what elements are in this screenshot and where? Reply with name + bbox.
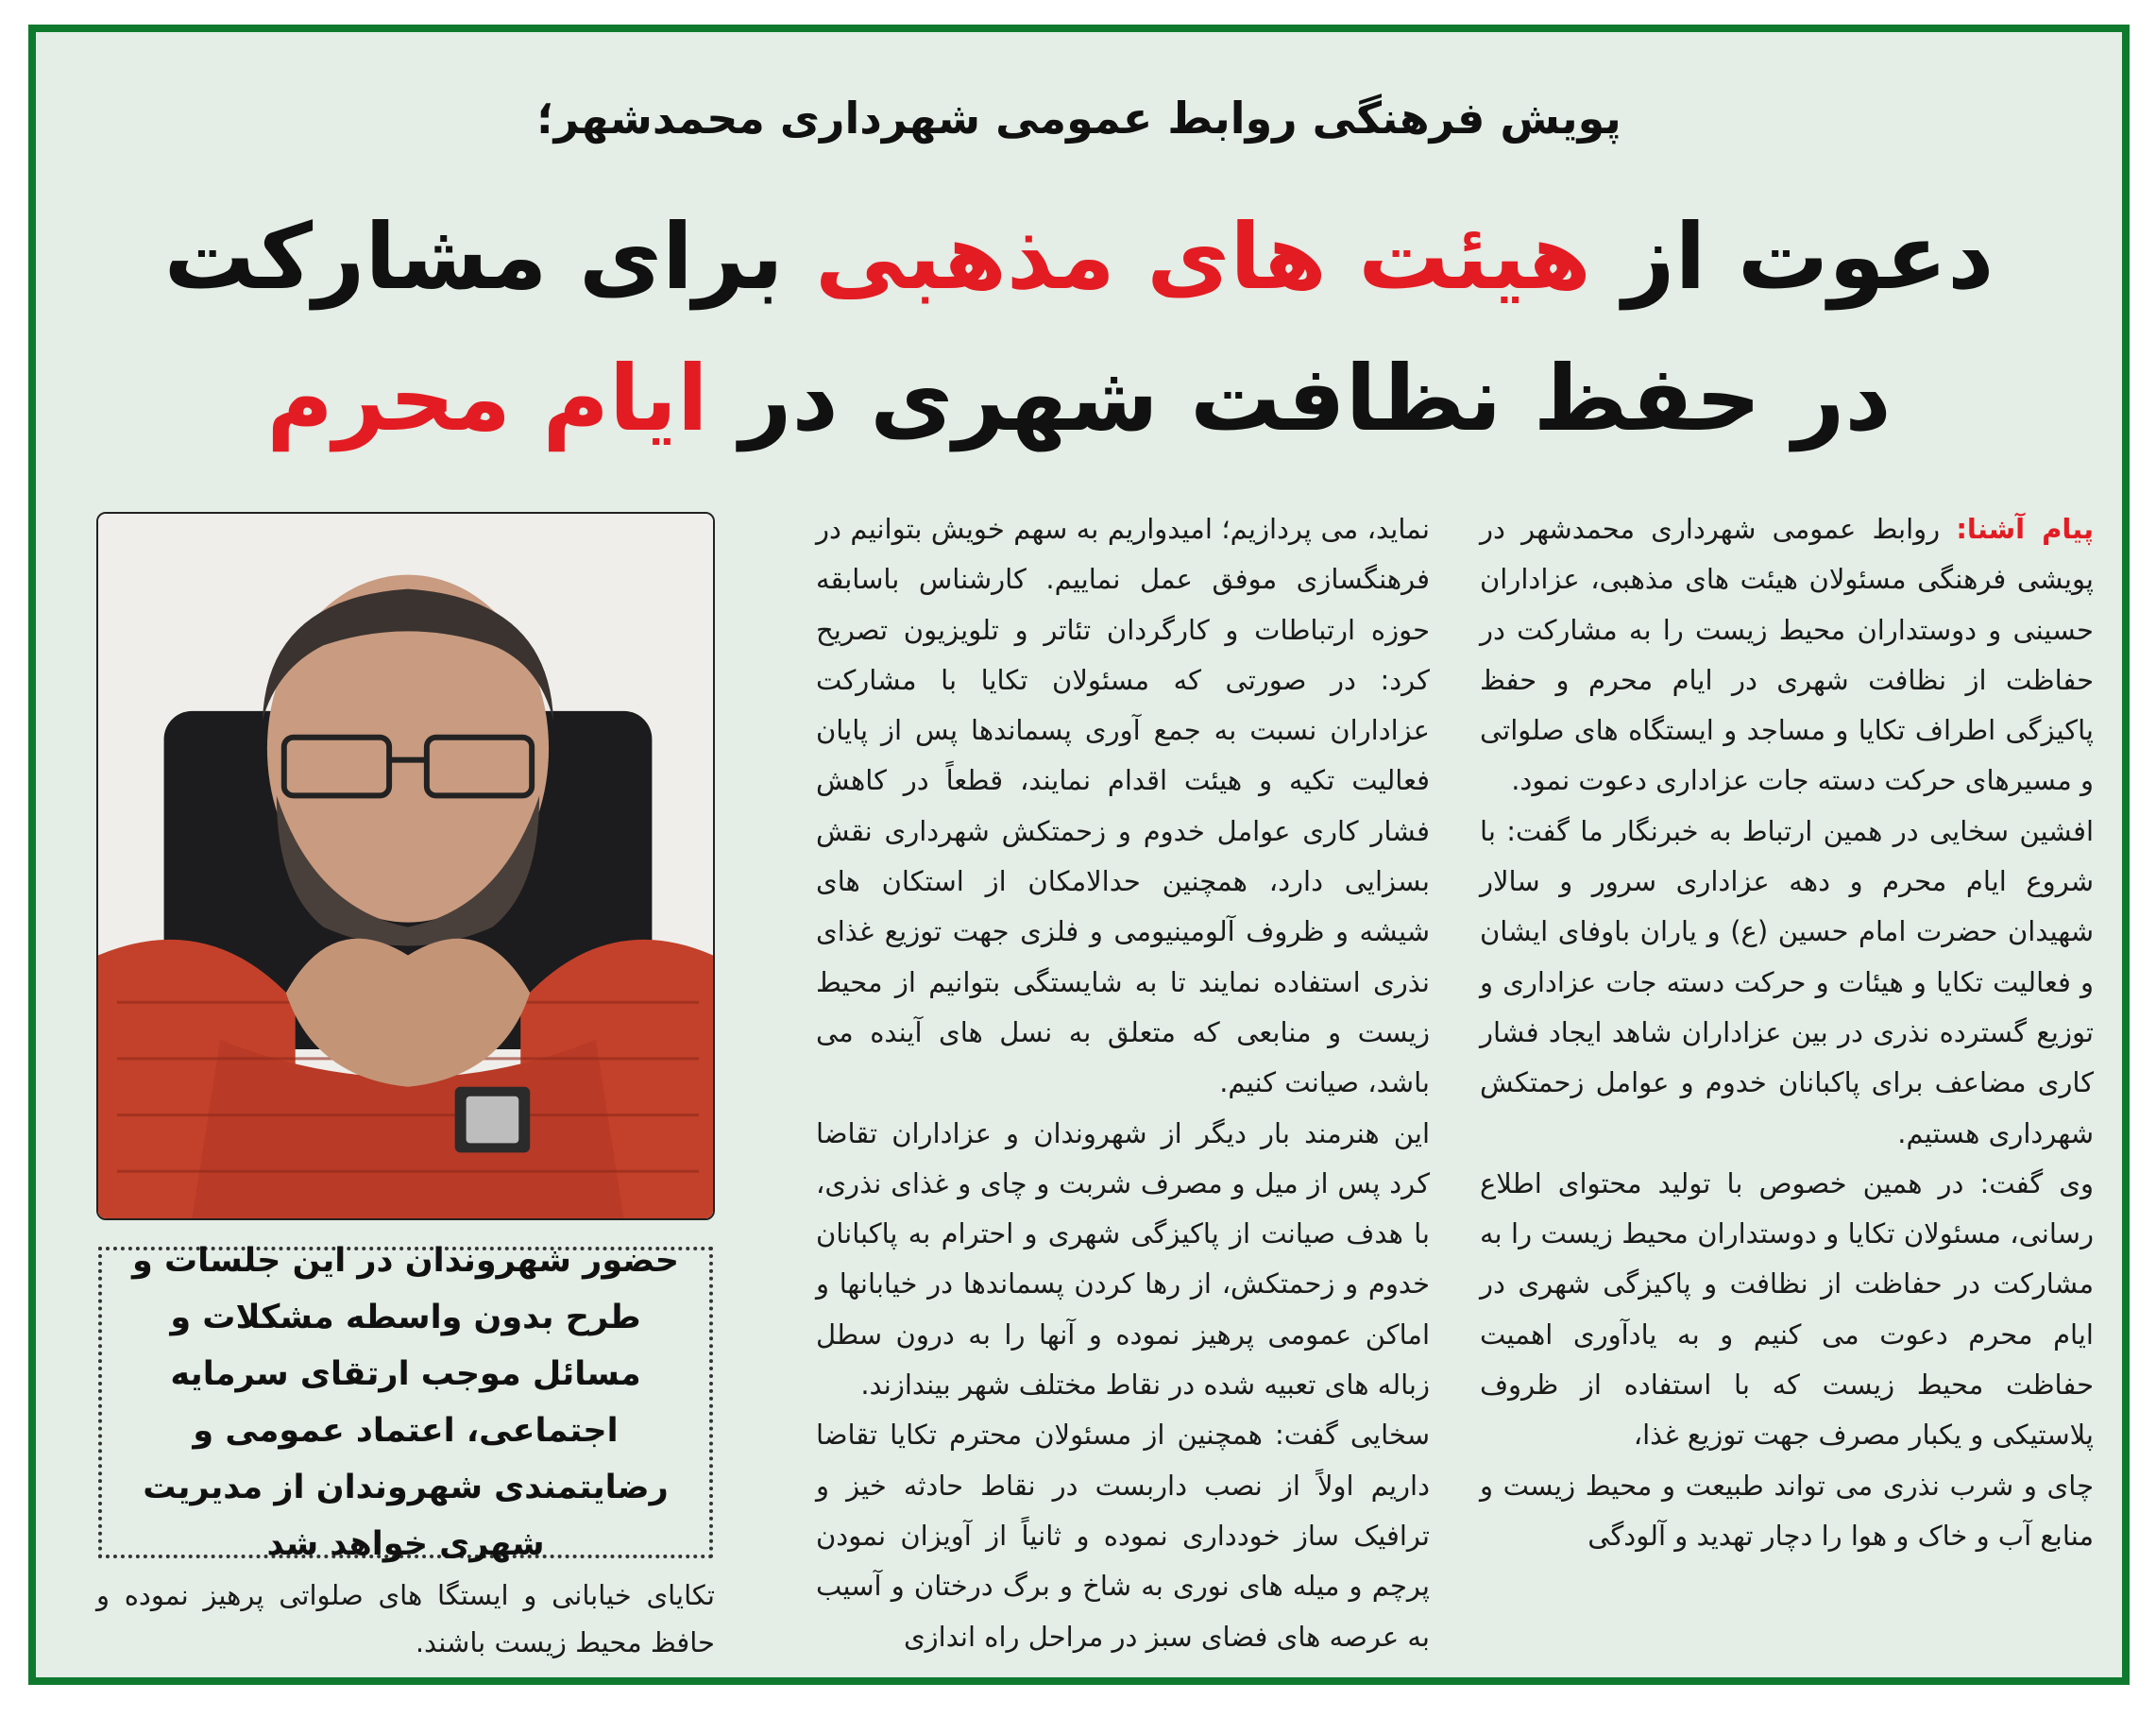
paragraph-text: روابط عمومی شهرداری محمدشهر در پویشی فرهنگی مسئولان هیئت های مذهبی، عزاداران حسینی و دوستداران محیط زیست را به مشارکت در حفاظت از نظافت شهری در ایام محرم و حفظ پاکیزگی اطراف تکایا و مساجد و ایستگاه های صلواتی و مسیرهای حرکت دسته جات عزاداری دعوت نمود. [1480, 513, 2094, 797]
paragraph: این هنرمند بار دیگر از شهروندان و عزاداران تقاضا کرد پس از میل و مصرف شربت و چای و غذای نذری، با هدف صیانت از پاکیزگی شهری و احترام به پاکبانان خدوم و زحمتکش، از رها کردن پسماندها در خیابانها و اماکن عمومی پرهیز نموده و آنها را به درون سطل زباله های تعبیه شده در نقاط مختلف شهر بیندازند. [816, 1116, 1430, 1402]
pull-quote [98, 1242, 713, 1563]
paragraph: افشین سخایی در همین ارتباط به خبرنگار ما گفت: با شروع ایام محرم و دهه عزاداری سرور و سالار شهیدان حضرت امام حسین (ع) و یاران باوفای ایشان و فعالیت تکایا و هیئات و حرکت دسته جات عزاداری و توزیع گسترده نذری در بین عزاداران شاهد ایجاد فشار کاری مضاعف برای پاکبانان خدوم و عوامل زحمتکش شهرداری هستیم. [1480, 814, 2094, 1149]
paragraph: وی گفت: در همین خصوص با تولید محتوای اطلاع رسانی، مسئولان تکایا و دوستداران محیط زیست را به مشارکت در حفاظت از نظافت و پاکیزگی شهری در ایام محرم دعوت می کنیم و به یادآوری اهمیت حفاظت محیط زیست که با استفاده از ظروف پلاستیکی و یکبار مصرف جهت توزیع غذا، [1480, 1166, 2094, 1452]
headline-text: برای مشارکت [163, 204, 816, 310]
paragraph: چای و شرب نذری می تواند طبیعت و محیط زیست و منابع آب و خاک و هوا را دچار تهدید و آلودگی [1480, 1469, 2094, 1552]
byline: پیام آشنا: [1956, 513, 2095, 545]
portrait-illustration [98, 514, 713, 1218]
column-right [1480, 504, 2094, 1561]
headline-text: دعوت از [1590, 204, 1995, 310]
headline-text: در حفظ نظافت شهری در [707, 346, 1892, 451]
paragraph [1480, 504, 2094, 807]
headline-line-1 [74, 204, 2084, 310]
headline-line-2 [74, 346, 2084, 451]
kicker: پویش فرهنگی روابط عمومی شهرداری محمدشهر؛ [536, 93, 1621, 144]
paragraph: سخایی گفت: همچنین از مسئولان محترم تکایا تقاضا داریم اولاً از نصب داربست در نقاط حادثه خیز و ترافیک ساز خودداری نموده و ثانیاً از آویزان نمودن پرچم و میله های نوری به شاخ و برگ درختان و آسیب به عرصه های فضای سبز در مراحل راه اندازی [816, 1419, 1430, 1653]
pull-quote-text: حضور شهروندان در این جلسات و طرح بدون واسطه مشکلات و مسائل موجب ارتقای سرمایه اجتماعی، اعتماد عمومی و رضایتمندی شهروندان از مدیریت شهری خواهد شد [132, 1242, 679, 1563]
article-frame [28, 25, 2130, 1685]
column-left-tail: تکایای خیابانی و ایستگا های صلواتی پرهیز نموده و حافظ محیط زیست باشند. [96, 1579, 715, 1658]
headline-highlight: ایام محرم [266, 346, 708, 451]
column-middle [816, 504, 1430, 1662]
headline-highlight: هیئت های مذهبی [815, 204, 1591, 310]
portrait-photo [96, 512, 715, 1220]
paragraph: نماید، می پردازیم؛ امیدواریم به سهم خویش بتوانیم در فرهنگسازی موفق عمل نماییم. کارشناس باسابقه حوزه ارتباطات و کارگردان تئاتر و تلویزیون تصریح کرد: در صورتی که مسئولان تکایا با مشارکت عزاداران نسبت به جمع آوری پسماندها پس از پایان فعالیت تکیه و هیئت اقدام نمایند، قطعاً در کاهش فشار کاری عوامل خدوم و زحمتکش شهرداری نقش بسزایی دارد، همچنین حدالامکان از استکان های شیشه و ظروف آلومینیومی و فلزی جهت توزیع غذای نذری استفاده نمایند تا به شایستگی بتوانیم از محیط زیست و منابعی که متعلق به نسل های آینده می باشد، صیانت کنیم. [816, 513, 1430, 1099]
